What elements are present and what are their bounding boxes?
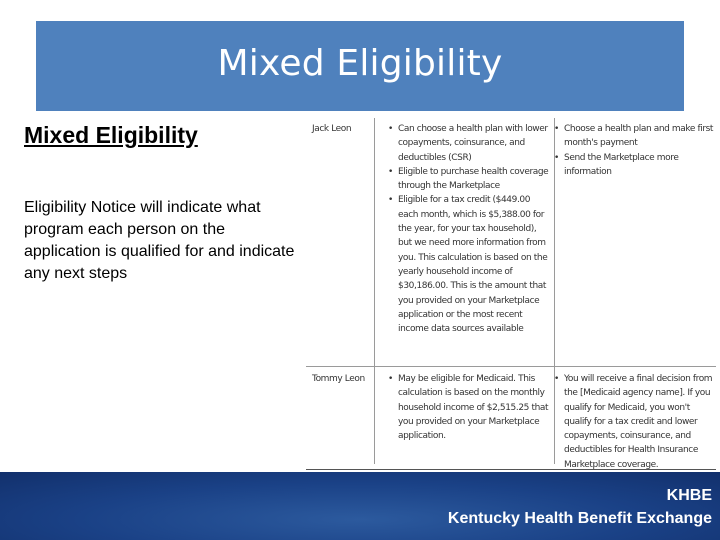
eligibility-list: [386, 122, 550, 336]
next-steps-list: [552, 372, 714, 472]
slide-body-text: Eligibility Notice will indicate what program each person on the application is qualified for and indicate any next steps: [24, 199, 295, 282]
title-banner: [36, 21, 684, 111]
next-step-item: • Choose a health plan and make first month's payment: [552, 122, 714, 151]
person-name: Tommy Leon: [312, 374, 365, 384]
section-heading: Mixed Eligibility: [24, 122, 198, 148]
eligibility-item: • May be eligible for Medicaid. This calculation is based on the monthly household income of $2,515.25 that you provided on your Marketplace application.: [386, 372, 550, 443]
slide-title: Mixed Eligibility: [217, 42, 503, 84]
next-step-item: • Send the Marketplace more information: [552, 151, 714, 180]
next-step-item: • You will receive a final decision from the [Medicaid agency name]. If you qualify for Medicaid, you won't qualify for a tax credit and lower copayments, coinsurance, and deductibles for Health Insurance Marketplace coverage.: [552, 372, 714, 472]
column-divider: [374, 118, 375, 464]
next-steps-list: [552, 122, 714, 179]
footer-organization-name: Kentucky Health Benefit Exchange: [447, 510, 712, 527]
eligibility-list: [386, 372, 550, 443]
row-divider: [306, 366, 716, 367]
eligibility-item: • Can choose a health plan with lower copayments, coinsurance, and deductibles (CSR): [386, 122, 550, 165]
person-name: Jack Leon: [312, 124, 352, 134]
eligibility-item: • Eligible for a tax credit ($449.00 each month, which is $5,388.00 for the year, for your tax household), but we need more information from you. This calculation is based on the yearly household income of $30,186.00. This is the amount that you provided on your Marketplace application or the most recent income data sources available: [386, 193, 550, 336]
eligibility-notice-excerpt: [306, 118, 716, 470]
eligibility-item: • Eligible to purchase health coverage through the Marketplace: [386, 165, 550, 194]
footer-bar: [0, 472, 720, 540]
footer-abbreviation: KHBE: [666, 487, 712, 504]
